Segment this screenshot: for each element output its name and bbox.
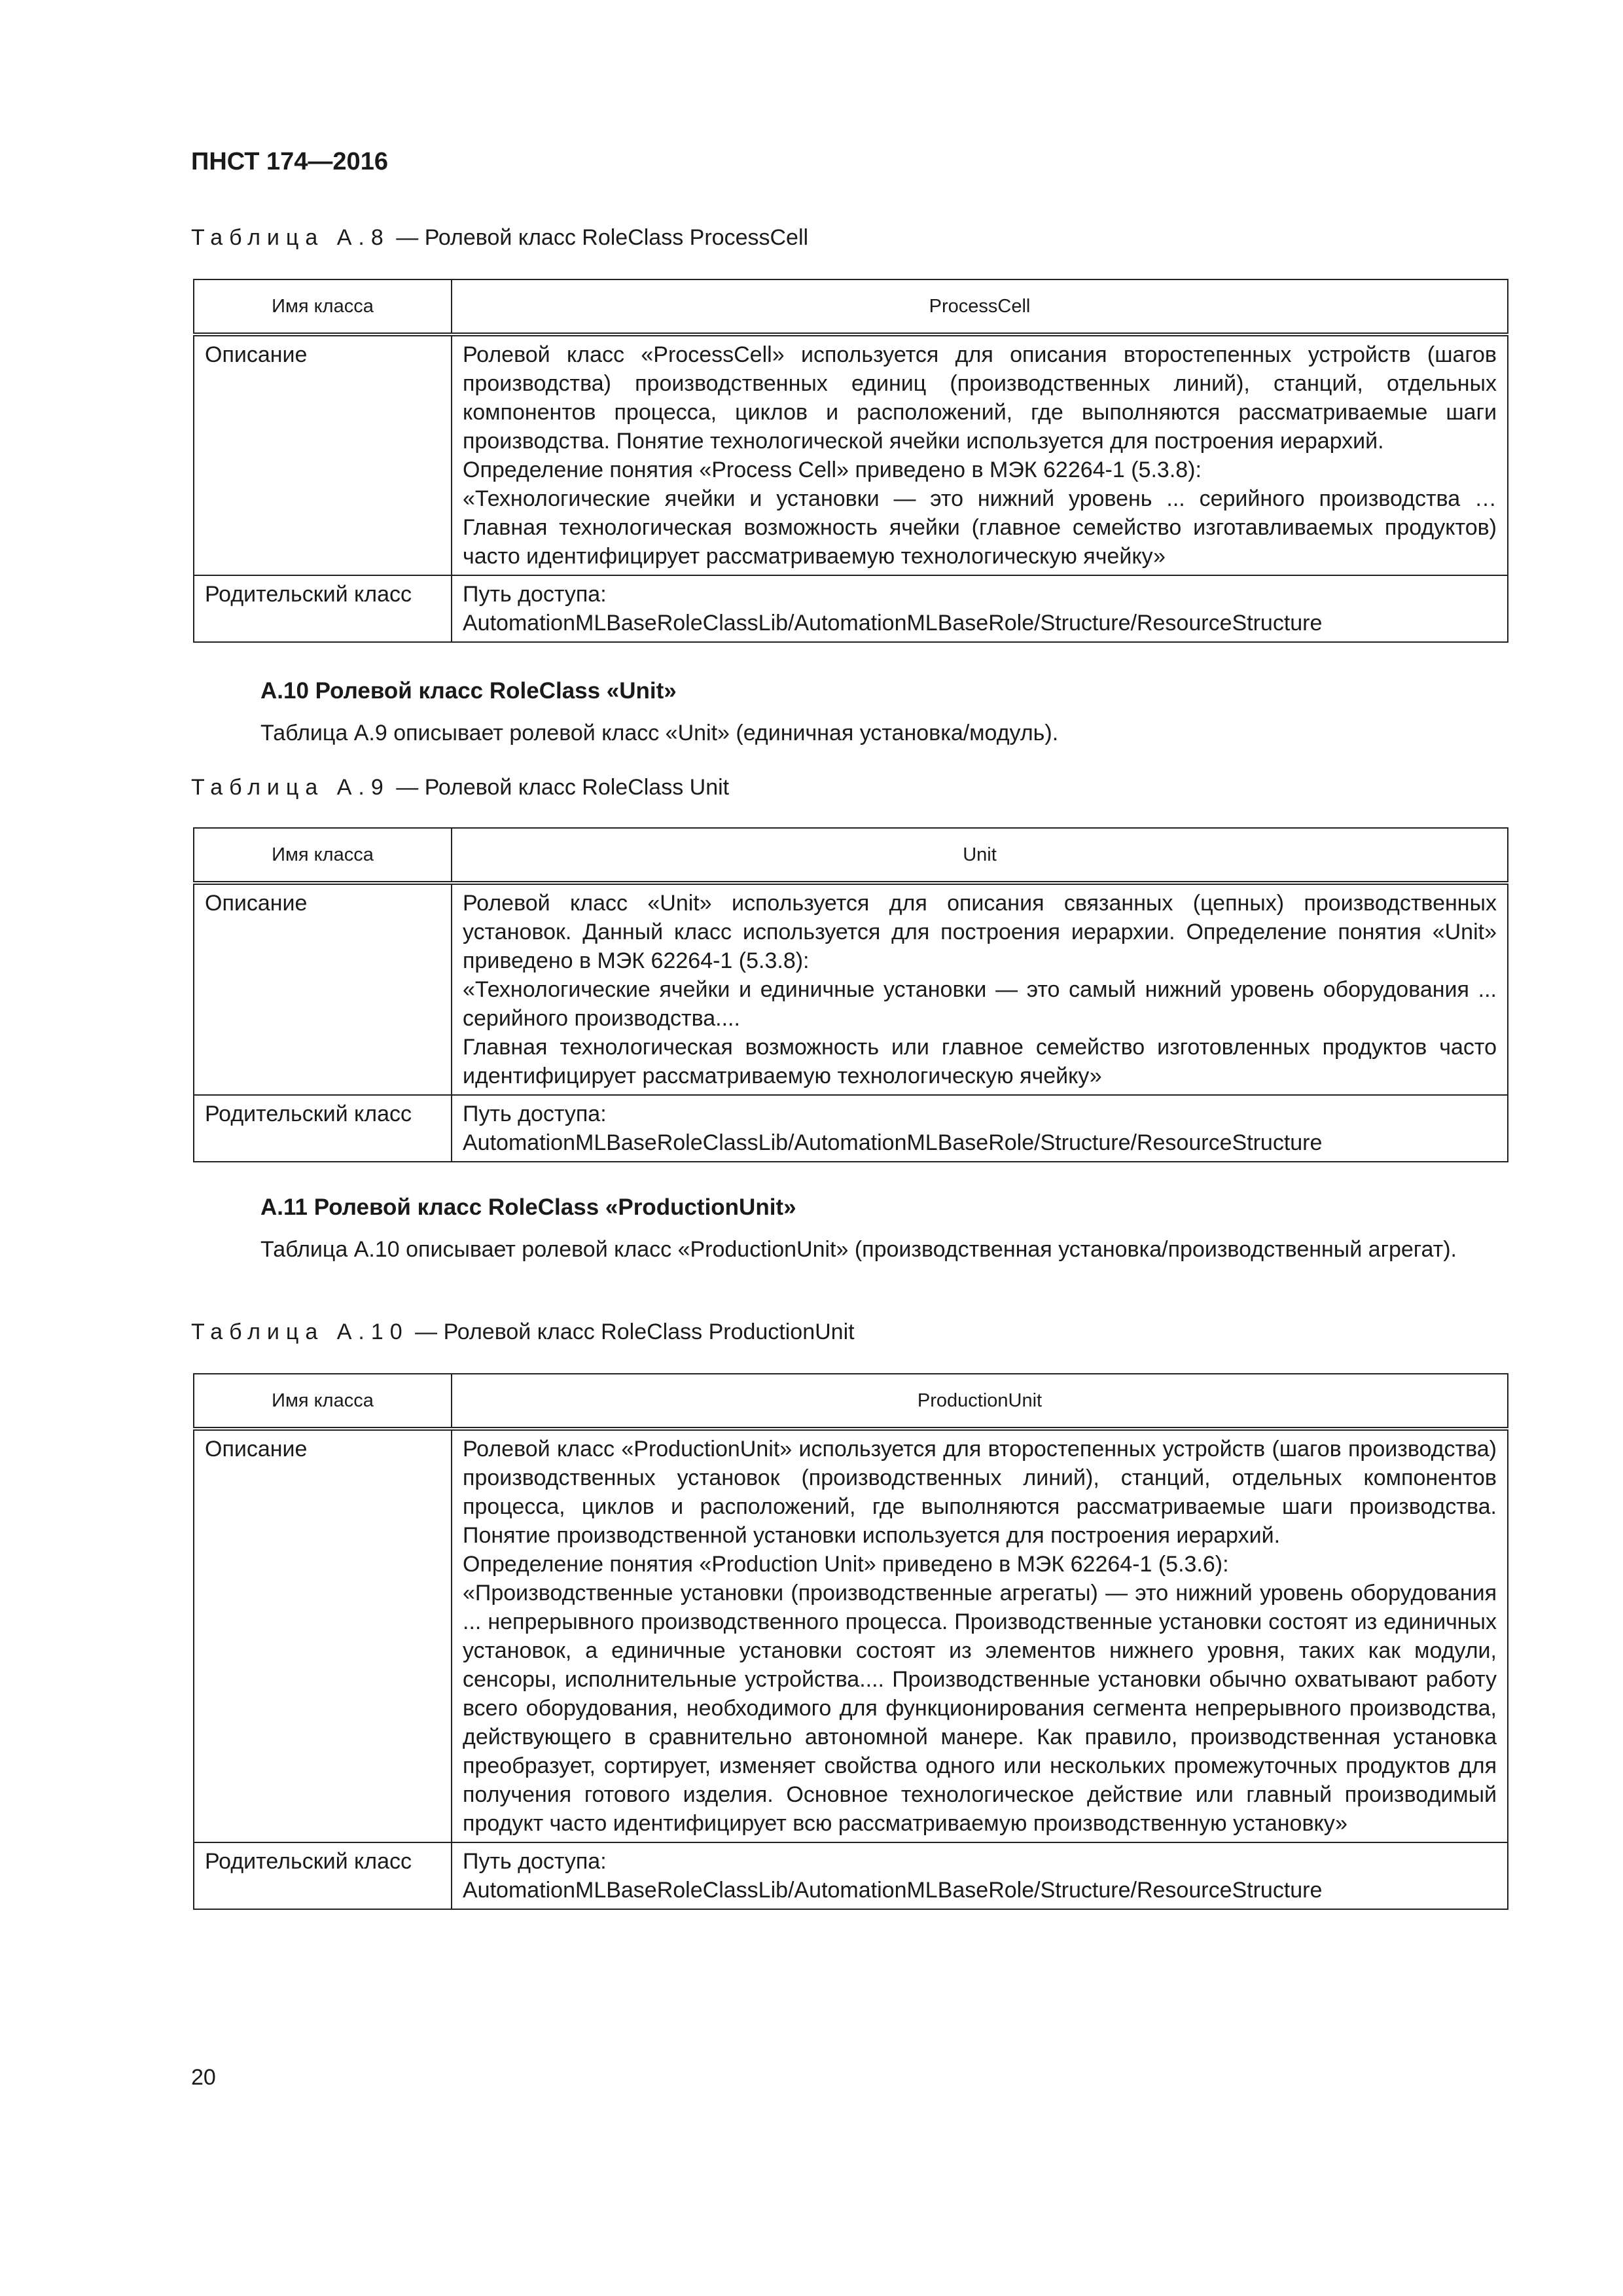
parent-value-cell (452, 1095, 1508, 1162)
table-row (194, 1095, 1508, 1162)
description-label-cell: Описание (194, 883, 452, 1095)
table-a10 (193, 1373, 1508, 1910)
section-a10-heading: А.10 Ролевой класс RoleClass «Unit» (260, 678, 677, 704)
table-row (194, 575, 1508, 642)
description-cell (452, 883, 1508, 1095)
parent-value-cell (452, 575, 1508, 642)
description-paragraph: Определение понятия «Process Cell» приведено в МЭК 62264-1 (5.3.8): (463, 457, 1202, 482)
description-paragraph: Ролевой класс «ProcessCell» используется для описания второстепенных устройств (шагов производства) производственных единиц (производственных линий), станций, отдельных компонентов процесса, циклов и расположений, где выполняются рассматриваемые шаги производства. Понятие технологической ячейки используется для построения иерархий. (463, 342, 1497, 454)
table-row (194, 1429, 1508, 1842)
head-label-cell: Имя класса (194, 828, 452, 883)
parent-label-cell: Родительский класс (194, 1842, 452, 1909)
table-a9-caption (191, 775, 729, 800)
description-paragraph: «Технологические ячейки и единичные установки — это самый нижний уровень оборудования ... серийного производства.... (463, 977, 1497, 1031)
table-row (194, 828, 1508, 883)
page-number: 20 (191, 2065, 216, 2090)
section-a11-intro: Таблица А.10 описывает ролевой класс «ProductionUnit» (производственная установка/производственный агрегат). (260, 1237, 1457, 1262)
table-row (194, 1374, 1508, 1429)
head-value-cell: ProductionUnit (452, 1374, 1508, 1429)
table-a8-caption-title: Ролевой класс RoleClass ProcessCell (424, 225, 809, 250)
table-a8-caption-dash: — (396, 225, 419, 250)
description-paragraph: Главная технологическая возможность или главное семейство изготовленных продуктов часто идентифицирует рассматриваемую технологическую ячейку» (463, 1035, 1497, 1088)
parent-label-cell: Родительский класс (194, 575, 452, 642)
table-a8-caption (191, 225, 808, 251)
access-path-value: AutomationMLBaseRoleClassLib/AutomationMLBaseRole/Structure/ResourceStructure (463, 1130, 1323, 1155)
description-paragraph: «Производственные установки (производственные агрегаты) — это нижний уровень оборудования ... непрерывного производственного процесса. Производственные установки состоят из единичных установок, а единичные установки состоят из элементов нижнего уровня, таких как модули, сенсоры, исполнительные устройства.... Производственные установки обычно охватывают работу всего оборудования, необходимого для функционирования сегмента непрерывного производства, действующего в сравнительно автономной манере. Как правило, производственная установка преобразует, сортирует, изменяет свойства одного или нескольких промежуточных продуктов для получения готового изделия. Основное технологическое действие или главный производимый продукт часто идентифицирует всю рассматриваемую производственную установку» (463, 1581, 1497, 1836)
description-label-cell: Описание (194, 1429, 452, 1842)
table-a9 (193, 827, 1508, 1162)
table-a8 (193, 279, 1508, 643)
table-a9-caption-title: Ролевой класс RoleClass Unit (424, 775, 730, 800)
head-label-cell: Имя класса (194, 279, 452, 334)
table-row (194, 334, 1508, 575)
head-value-cell: Unit (452, 828, 1508, 883)
table-a10-caption (191, 1319, 855, 1345)
access-path-value: AutomationMLBaseRoleClassLib/AutomationMLBaseRole/Structure/ResourceStructure (463, 611, 1323, 636)
table-row (194, 1842, 1508, 1909)
parent-value-cell (452, 1842, 1508, 1909)
table-a10-caption-title: Ролевой класс RoleClass ProductionUnit (443, 1319, 855, 1344)
access-path-label: Путь доступа: (463, 1849, 607, 1874)
access-path-value: AutomationMLBaseRoleClassLib/AutomationMLBaseRole/Structure/ResourceStructure (463, 1878, 1323, 1903)
access-path-label: Путь доступа: (463, 582, 607, 607)
description-paragraph: Определение понятия «Production Unit» приведено в МЭК 62264-1 (5.3.6): (463, 1552, 1229, 1577)
head-label-cell: Имя класса (194, 1374, 452, 1429)
table-a9-caption-prefix: Таблица А.9 (191, 775, 390, 800)
table-a9-caption-dash: — (396, 775, 419, 800)
table-row (194, 279, 1508, 334)
table-a8-caption-prefix: Таблица А.8 (191, 225, 390, 250)
table-a10-caption-dash: — (415, 1319, 438, 1344)
description-paragraph: Ролевой класс «Unit» используется для описания связанных (цепных) производственных установок. Данный класс используется для построения иерархии. Определение понятия «Unit» приведено в МЭК 62264-1 (5.3.8): (463, 891, 1497, 973)
table-a10-caption-prefix: Таблица А.10 (191, 1319, 409, 1344)
description-cell (452, 334, 1508, 575)
description-paragraph: «Технологические ячейки и установки — это нижний уровень ... серийного производства … Главная технологическая возможность ячейки (главное семейство изготавливаемых продуктов) часто идентифицирует рассматриваемую технологическую ячейку» (463, 486, 1497, 569)
head-value-cell: ProcessCell (452, 279, 1508, 334)
document-code: ПНСТ 174—2016 (191, 148, 388, 175)
description-label-cell: Описание (194, 334, 452, 575)
table-row (194, 883, 1508, 1095)
section-a10-intro: Таблица А.9 описывает ролевой класс «Unit» (единичная установка/модуль). (260, 721, 1059, 745)
description-cell (452, 1429, 1508, 1842)
section-a11-heading: А.11 Ролевой класс RoleClass «ProductionUnit» (260, 1194, 796, 1220)
access-path-label: Путь доступа: (463, 1102, 607, 1126)
parent-label-cell: Родительский класс (194, 1095, 452, 1162)
description-paragraph: Ролевой класс «ProductionUnit» используется для второстепенных устройств (шагов производства) производственных установок (производственных линий), станций, отдельных компонентов процесса, циклов и расположений, где выполняются рассматриваемые шаги производства. Понятие производственной установки используется для построения иерархий. (463, 1437, 1497, 1548)
